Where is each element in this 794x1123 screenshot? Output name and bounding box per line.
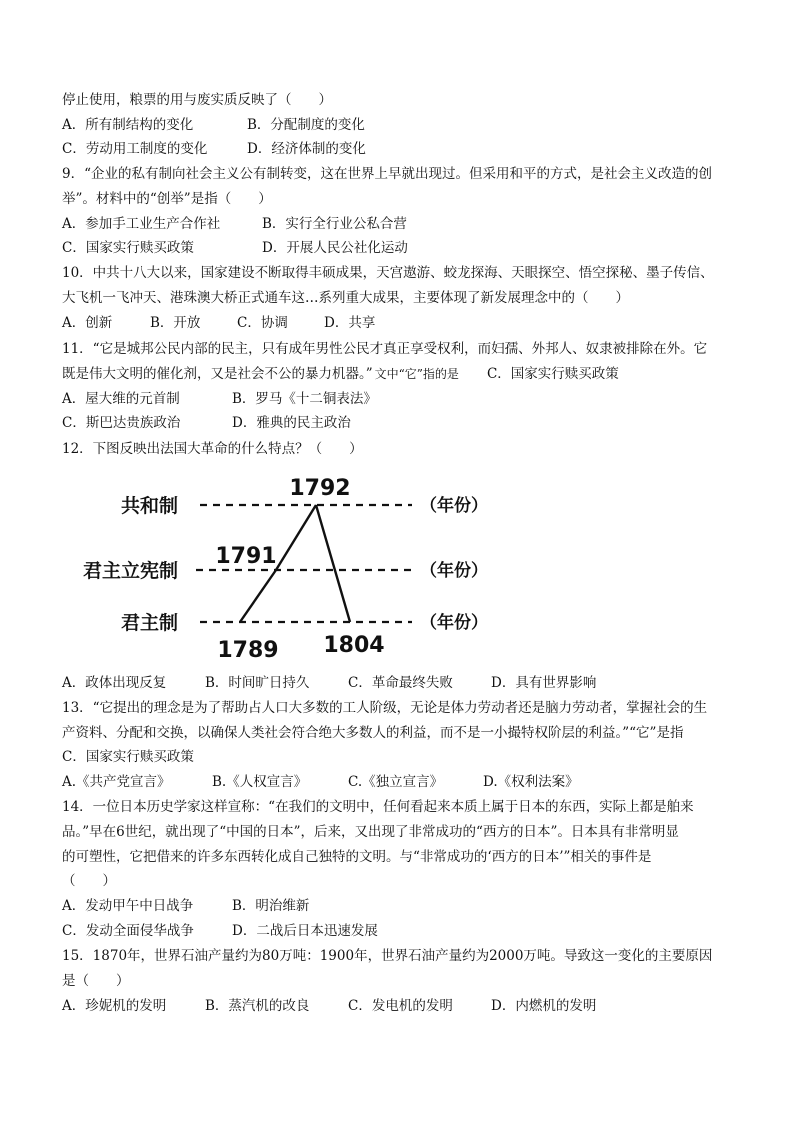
unit-label: （年份）: [420, 496, 488, 516]
q11-stem-line2: [62, 365, 619, 383]
timeline-segment: [276, 505, 316, 570]
q15-option-b: B．蒸汽机的改良: [205, 998, 310, 1014]
q14-answer-blank: （ ）: [62, 873, 116, 889]
unit-label: （年份）: [420, 561, 488, 581]
q12-option-b: B．时间旷日持久: [205, 675, 310, 691]
q13-stray-text: C．国家实行赎买政策: [62, 749, 194, 765]
q14-option-a: A．发动甲午中日战争: [62, 898, 194, 914]
q14-stem-line2: 品。”早在6世纪，就出现了“中国的日本”，后来，又出现了非常成功的“西方的日本”。日本具有非常明显: [62, 824, 679, 840]
q15-stem-line1: 15．1870年，世界石油产量约为80万吨：1900年，世界石油产量约为2000万吨。导致这一变化的主要原因: [62, 948, 713, 964]
q13-option-b: B.《人权宣言》: [212, 774, 308, 790]
q11-stem-line1: 11．“它是城邦公民内部的民主，只有成年男性公民才真正享受权利，而妇孺、外邦人、奴隶被排除在外。它: [62, 341, 708, 357]
year-label-1789: 1789: [217, 638, 279, 663]
q15-stem-line2: 是（ ）: [62, 973, 130, 989]
q13-option-c: C.《独立宣言》: [348, 774, 444, 790]
q14-option-b: B．明治维新: [232, 898, 310, 914]
q10-stem-line2: 大飞机一飞冲天、港珠澳大桥正式通车这…系列重大成果，主要体现了新发展理念中的（ ）: [62, 290, 629, 306]
q13-option-a: A.《共产党宣言》: [62, 774, 171, 790]
q13-option-d: D.《权利法案》: [483, 774, 579, 790]
q15-option-d: D．内燃机的发明: [491, 998, 597, 1014]
q9-option-d: D．开展人民公社化运动: [262, 240, 408, 256]
q11-stray-text: C．国家实行赎买政策: [486, 366, 619, 382]
q12-option-d: D．具有世界影响: [491, 675, 597, 691]
year-label-1792: 1792: [289, 476, 351, 501]
q9-stem-line1: 9．“企业的私有制向社会主义公有制转变，这在世界上早就出现过。但采用和平的方式，是社会主义改造的创: [62, 166, 712, 182]
row-label-monarchy: 君主制: [120, 612, 178, 634]
q10-option-c: C．协调: [237, 315, 288, 331]
q8-option-b: B．分配制度的变化: [247, 117, 365, 133]
q11-option-c: C．斯巴达贵族政治: [62, 415, 181, 431]
q14-stem-line1: 14．一位日本历史学家这样宣称：“在我们的文明中，任何看起来本质上属于日本的东西，实际上都是舶来: [62, 799, 694, 815]
q11-option-b: B．罗马《十二铜表法》: [232, 391, 377, 407]
q11-stem-question: 文中“它”指的是: [374, 367, 459, 381]
q11-option-a: A．屋大维的元首制: [62, 391, 180, 407]
q9-option-a: A．参加手工业生产合作社: [62, 216, 221, 232]
q15-option-a: A．珍妮机的发明: [62, 998, 167, 1014]
q13-stem-line2: 产资料、分配和交换，以确保人类社会符合绝大多数人的利益，而不是一小撮特权阶层的利益。”“它”是指: [62, 725, 684, 741]
q11-option-d: D．雅典的民主政治: [232, 415, 351, 431]
year-label-1804: 1804: [323, 633, 385, 658]
year-label-1791: 1791: [215, 544, 277, 569]
row-label-republic: 共和制: [120, 495, 178, 517]
q9-option-c: C．国家实行赎买政策: [62, 240, 194, 256]
timeline-segment: [316, 505, 350, 622]
q14-stem-line3: 的可塑性，它把借来的许多东西转化成自己独特的文明。与“非常成功的‘西方的日本’”相关的事件是: [62, 849, 652, 865]
q13-stem-line1: 13．“它提出的理念是为了帮助占人口大多数的工人阶级，无论是体力劳动者还是脑力劳动者，掌握社会的生: [62, 700, 708, 716]
timeline-segment: [240, 570, 276, 622]
q8-option-d: D．经济体制的变化: [247, 141, 366, 157]
q10-stem-line1: 10．中共十八大以来，国家建设不断取得丰硕成果，天宫遨游、蛟龙探海、天眼探空、悟空探秘、墨子传信、: [62, 265, 714, 281]
q14-option-d: D．二战后日本迅速发展: [232, 923, 378, 939]
q15-option-c: C．发电机的发明: [348, 998, 453, 1014]
q10-option-d: D．共享: [324, 315, 376, 331]
q12-stem: 12．下图反映出法国大革命的什么特点？（ ）: [62, 441, 363, 457]
q12-option-c: C．革命最终失败: [348, 675, 453, 691]
q12-option-a: A．政体出现反复: [62, 675, 167, 691]
q8-stem-continuation: 停止使用，粮票的用与废实质反映了（ ）: [62, 92, 332, 108]
unit-label: （年份）: [420, 613, 488, 633]
regime-timeline-figure: [62, 466, 498, 666]
q9-option-b: B．实行全行业公私合营: [262, 216, 407, 232]
q10-option-a: A．创新: [62, 315, 113, 331]
q14-option-c: C．发动全面侵华战争: [62, 923, 194, 939]
q10-option-b: B．开放: [150, 315, 201, 331]
q8-option-c: C．劳动用工制度的变化: [62, 141, 208, 157]
q8-option-a: A．所有制结构的变化: [62, 117, 194, 133]
q11-stem-quote-end: 既是伟大文明的催化剂，又是社会不公的暴力机器。”: [62, 366, 373, 382]
q9-stem-line2: 举”。材料中的“创举”是指（ ）: [62, 191, 272, 207]
row-label-constitutional-monarchy: 君主立宪制: [82, 560, 178, 582]
